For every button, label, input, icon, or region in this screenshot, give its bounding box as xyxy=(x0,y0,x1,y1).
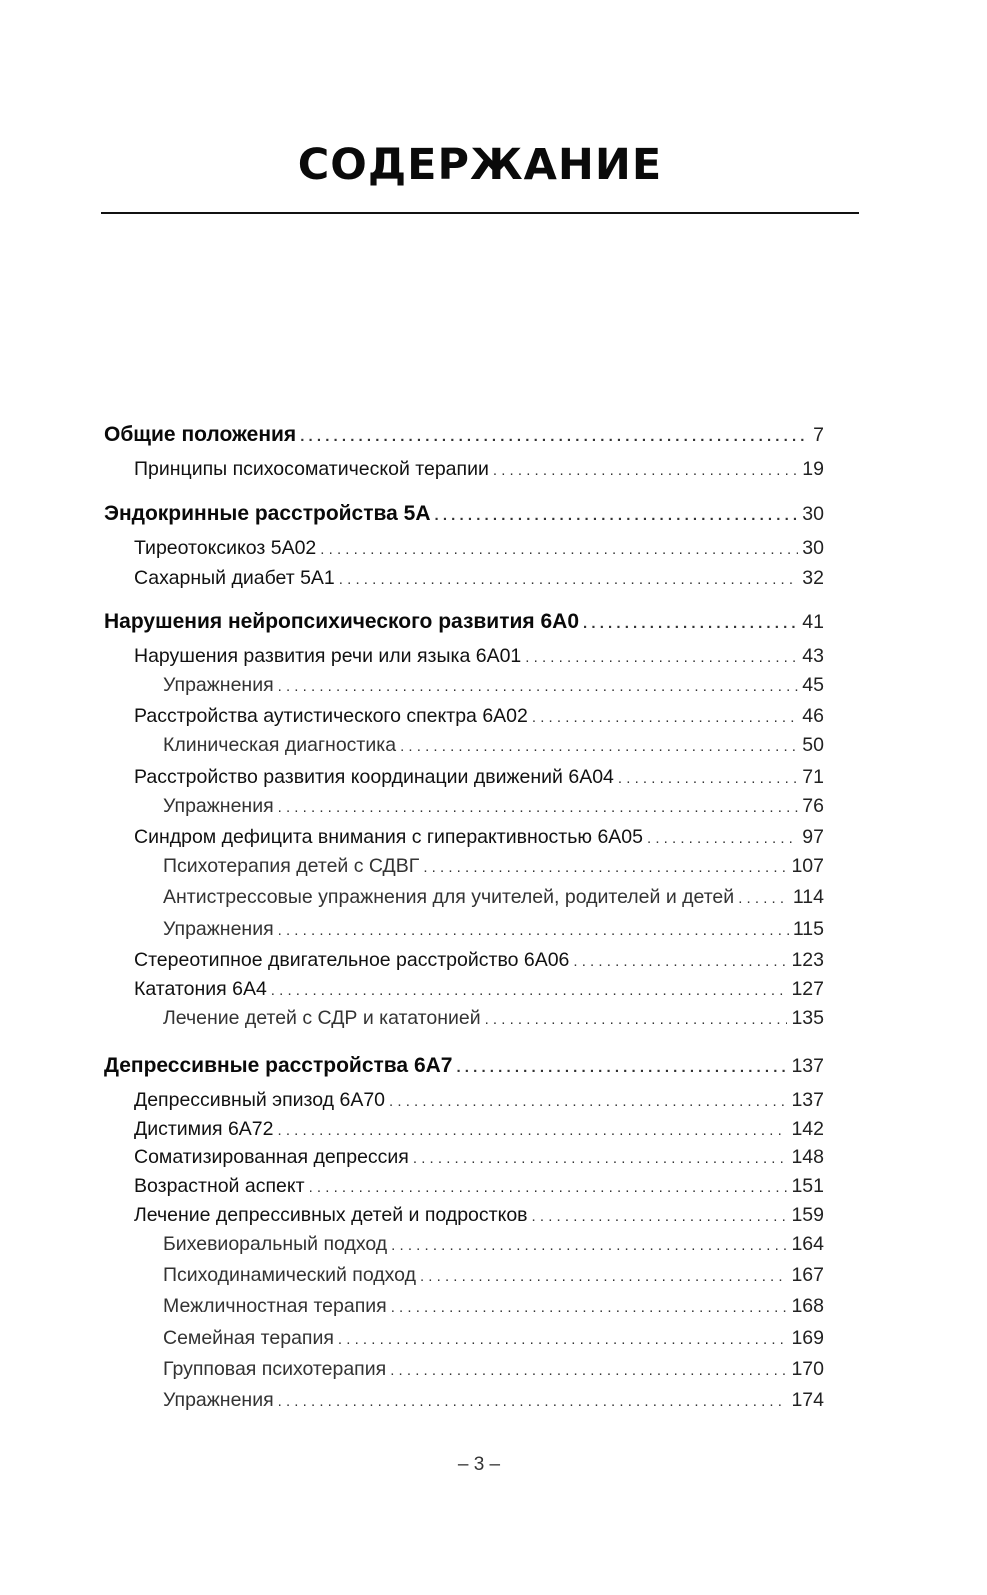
toc-entry[interactable] xyxy=(104,1054,824,1078)
toc-entry[interactable] xyxy=(163,1233,824,1256)
toc-entry-title: Возрастной аспект xyxy=(134,1175,305,1197)
page-title: СОДЕРЖАНИЕ xyxy=(297,140,663,190)
dot-leader xyxy=(338,1331,788,1348)
toc-entry-page: 43 xyxy=(802,645,824,667)
toc-entry-title: Кататония 6А4 xyxy=(134,978,267,1000)
toc-entry-title: Дистимия 6А72 xyxy=(134,1118,274,1140)
toc-entry-page: 30 xyxy=(802,537,824,559)
toc-entry-title: Бихевиоральный подход xyxy=(163,1233,388,1255)
dot-leader xyxy=(573,953,787,970)
dot-leader xyxy=(493,462,798,479)
dot-leader xyxy=(278,678,799,695)
toc-entry-page: 135 xyxy=(791,1007,824,1029)
toc-entry-page: 127 xyxy=(791,978,824,1000)
toc-entry-title: Упражнения xyxy=(163,674,274,696)
toc-entry-page: 115 xyxy=(792,918,824,940)
toc-entry-page: 19 xyxy=(802,458,824,480)
dot-leader xyxy=(525,649,798,666)
toc-entry[interactable] xyxy=(134,567,824,590)
toc-entry[interactable] xyxy=(163,1295,824,1318)
dot-leader xyxy=(271,982,788,999)
dot-leader xyxy=(278,1122,788,1139)
toc-entry[interactable] xyxy=(104,610,824,634)
toc-entry-page: 164 xyxy=(791,1233,824,1255)
toc-entry-title: Тиреотоксикоз 5А02 xyxy=(134,537,317,559)
toc-entry[interactable] xyxy=(134,645,824,668)
toc-entry-page: 123 xyxy=(791,949,824,971)
toc-entry-page: 7 xyxy=(813,424,824,446)
dot-leader xyxy=(583,615,798,632)
toc-entry-page: 174 xyxy=(791,1389,824,1411)
toc-entry[interactable] xyxy=(134,1118,824,1141)
dot-leader xyxy=(320,541,798,558)
toc-entry[interactable] xyxy=(163,918,824,941)
toc-entry-title: Семейная терапия xyxy=(163,1327,334,1349)
dot-leader xyxy=(389,1093,787,1110)
toc-entry-page: 169 xyxy=(791,1327,824,1349)
toc-entry-title: Лечение детей с СДР и кататонией xyxy=(163,1007,481,1029)
toc-entry[interactable] xyxy=(163,886,824,909)
toc-entry[interactable] xyxy=(104,423,824,447)
toc-entry[interactable] xyxy=(163,1264,824,1287)
toc-entry-title: Нарушения нейропсихического развития 6А0 xyxy=(104,610,580,633)
dot-leader xyxy=(420,1268,787,1285)
dot-leader xyxy=(278,1393,788,1410)
toc-entry-title: Расстройство развития координации движений 6А04 xyxy=(134,766,614,788)
toc-entry-page: 168 xyxy=(791,1295,824,1317)
toc-entry-page: 71 xyxy=(802,766,824,788)
dot-leader xyxy=(435,507,799,524)
dot-leader xyxy=(618,770,798,787)
toc-entry[interactable] xyxy=(134,1089,824,1112)
title-divider xyxy=(101,212,859,214)
dot-leader xyxy=(390,1362,787,1379)
toc-entry[interactable] xyxy=(134,1146,824,1169)
toc-entry-title: Сахарный диабет 5А1 xyxy=(134,567,335,589)
toc-entry-title: Психотерапия детей с СДВГ xyxy=(163,855,420,877)
dot-leader xyxy=(738,890,789,907)
toc-entry-page: 76 xyxy=(802,795,824,817)
toc-entry-page: 107 xyxy=(791,855,824,877)
dot-leader xyxy=(423,859,787,876)
toc-entry-title: Клиническая диагностика xyxy=(163,734,397,756)
dot-leader xyxy=(278,922,789,939)
dot-leader xyxy=(413,1150,788,1167)
toc-entry[interactable] xyxy=(134,1175,824,1198)
toc-entry-page: 148 xyxy=(791,1146,824,1168)
toc-entry-page: 114 xyxy=(792,886,824,908)
dot-leader xyxy=(278,799,799,816)
toc-entry[interactable] xyxy=(134,458,824,481)
toc-entry[interactable] xyxy=(134,537,824,560)
toc-entry-page: 137 xyxy=(791,1055,824,1077)
toc-entry[interactable] xyxy=(163,1327,824,1350)
toc-entry-title: Синдром дефицита внимания с гиперактивностью 6А05 xyxy=(134,826,643,848)
toc-entry[interactable] xyxy=(134,705,824,728)
dot-leader xyxy=(339,571,799,588)
toc-entry[interactable] xyxy=(163,795,824,818)
toc-entry-page: 45 xyxy=(802,674,824,696)
toc-entry-page: 151 xyxy=(791,1175,824,1197)
toc-entry[interactable] xyxy=(134,978,824,1001)
toc-entry-title: Нарушения развития речи или языка 6А01 xyxy=(134,645,522,667)
toc-entry-title: Соматизированная депрессия xyxy=(134,1146,409,1168)
toc-entry[interactable] xyxy=(163,1389,824,1412)
toc-entry[interactable] xyxy=(134,826,824,849)
page-number: – 3 – xyxy=(457,1454,501,1475)
toc-entry-title: Принципы психосоматической терапии xyxy=(134,458,489,480)
toc-entry-title: Групповая психотерапия xyxy=(163,1358,387,1380)
dot-leader xyxy=(391,1237,787,1254)
toc-entry[interactable] xyxy=(163,734,824,757)
toc-entry[interactable] xyxy=(163,855,824,878)
dot-leader xyxy=(300,428,809,445)
toc-entry-page: 159 xyxy=(791,1204,824,1226)
toc-entry-title: Общие положения xyxy=(104,423,297,446)
toc-entry-page: 137 xyxy=(791,1089,824,1111)
dot-leader xyxy=(485,1011,788,1028)
toc-entry-title: Межличностная терапия xyxy=(163,1295,387,1317)
toc-entry-title: Упражнения xyxy=(163,918,274,940)
toc-entry[interactable] xyxy=(134,1204,824,1227)
toc-entry-page: 50 xyxy=(802,734,824,756)
toc-entry[interactable] xyxy=(134,949,824,972)
toc-entry-title: Депрессивные расстройства 6А7 xyxy=(104,1054,453,1077)
toc-entry-title: Упражнения xyxy=(163,795,274,817)
toc-entry-page: 32 xyxy=(802,567,824,589)
toc-entry-page: 30 xyxy=(802,503,824,525)
toc-entry-title: Стереотипное двигательное расстройство 6А06 xyxy=(134,949,570,971)
toc-entry-page: 142 xyxy=(791,1118,824,1140)
toc-entry-title: Упражнения xyxy=(163,1389,274,1411)
dot-leader xyxy=(532,709,798,726)
toc-entry-page: 97 xyxy=(802,826,824,848)
toc-entry-page: 167 xyxy=(791,1264,824,1286)
toc-entry-title: Депрессивный эпизод 6А70 xyxy=(134,1089,386,1111)
toc-entry-title: Эндокринные расстройства 5А xyxy=(104,502,431,525)
dot-leader xyxy=(391,1299,788,1316)
toc-entry[interactable] xyxy=(163,1007,824,1030)
toc-entry[interactable] xyxy=(104,502,824,526)
toc-entry[interactable] xyxy=(163,674,824,697)
toc-entry-title: Расстройства аутистического спектра 6А02 xyxy=(134,705,528,727)
toc-entry[interactable] xyxy=(134,766,824,789)
dot-leader xyxy=(532,1208,788,1225)
dot-leader xyxy=(647,830,798,847)
toc-entry-title: Психодинамический подход xyxy=(163,1264,416,1286)
dot-leader xyxy=(456,1059,787,1076)
toc-entry-page: 46 xyxy=(802,705,824,727)
toc-entry-title: Лечение депрессивных детей и подростков xyxy=(134,1204,528,1226)
toc-entry-page: 41 xyxy=(802,611,824,633)
dot-leader xyxy=(400,738,798,755)
toc-entry[interactable] xyxy=(163,1358,824,1381)
toc-entry-title: Антистрессовые упражнения для учителей, родителей и детей xyxy=(163,886,735,908)
dot-leader xyxy=(309,1179,788,1196)
toc-entry-page: 170 xyxy=(791,1358,824,1380)
